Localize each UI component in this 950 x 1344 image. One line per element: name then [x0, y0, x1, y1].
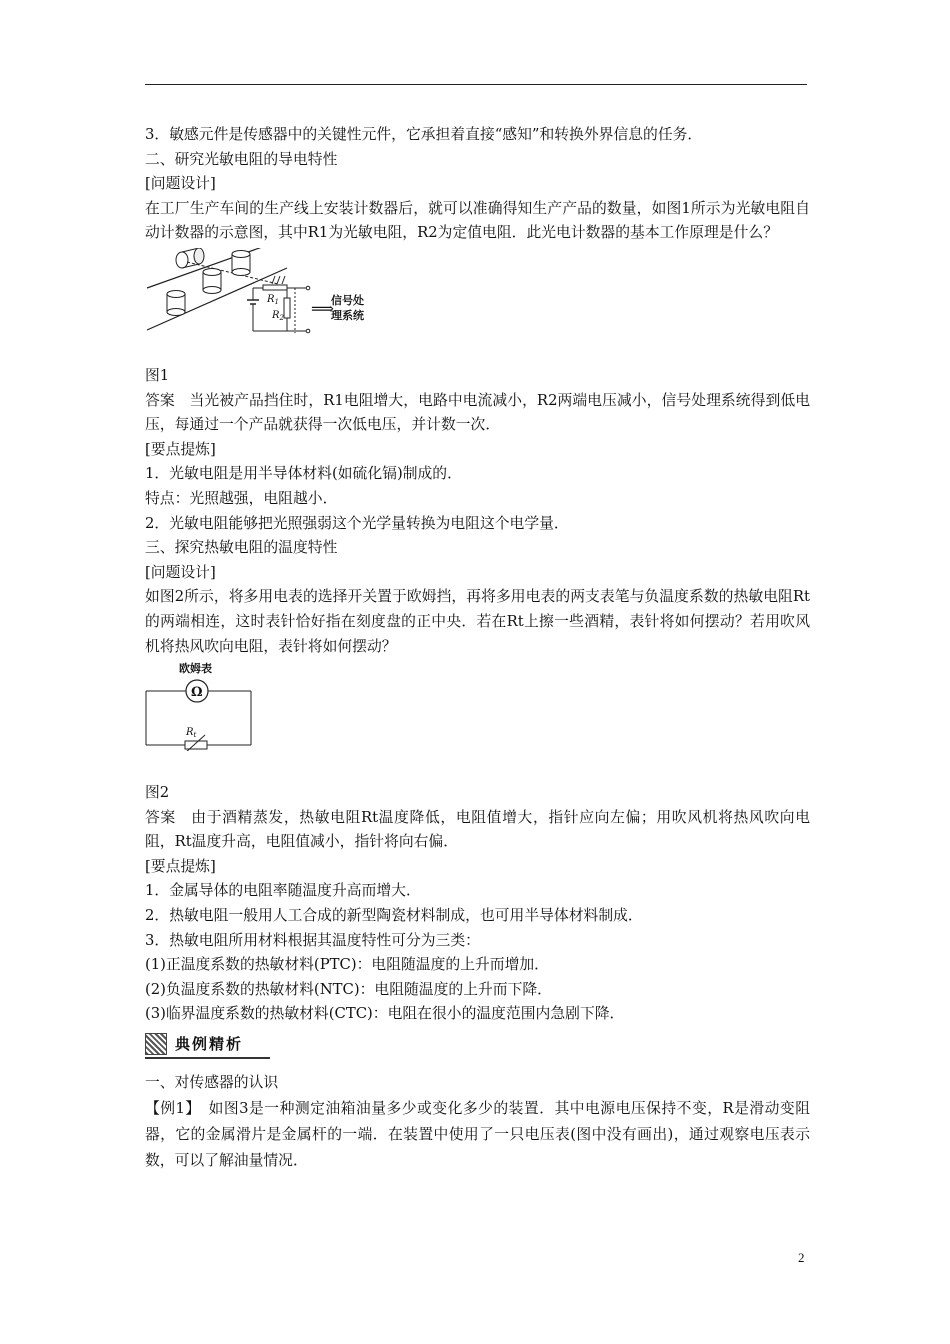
section-heading-sensor-recognition: 一、对传感器的认识	[145, 1074, 279, 1092]
r2-label: $R_2$	[272, 309, 284, 322]
key-point-three-types: 3．热敏电阻所用材料根据其温度特性可分为三类：	[145, 931, 480, 949]
point-3-sensitive-element: 3．敏感元件是传感器中的关键性元件，它承担着直接“感知”和转换外界信息的任务．	[145, 126, 703, 143]
example-1-paragraph: 【例1】 如图3是一种测定油箱油量多少或变化多少的装置．其中电源电压保持不变，R是滑动变阻器，它的金属滑片是金属杆的一端．在装置中使用了一只电压表(图中没有画出)，通过观察电压表示数，可以了解油量情况．	[145, 1099, 810, 1169]
question-paragraph-1: 在工厂生产车间的生产线上安装计数器后，就可以准确得知生产产品的数量，如图1所示为光敏电阻自动计数器的示意图，其中R1为光敏电阻，R2为定值电阻．此光电计数器的基本工作原理是什么？	[145, 199, 810, 242]
signal-arrow: ⟹	[311, 298, 334, 318]
page-body	[145, 123, 810, 1174]
hatched-square-icon	[145, 1033, 167, 1055]
problem-design-label: [问题设计]	[145, 175, 216, 193]
r1-label: $R_1$	[267, 293, 279, 306]
section-banner-examples	[145, 1029, 810, 1061]
omega-icon: Ω	[191, 685, 203, 701]
ohmmeter-circuit-illustration	[145, 661, 265, 751]
section-heading-photoresistor: 二、研究光敏电阻的导电特性	[145, 150, 338, 168]
answer-paragraph-2: 答案 由于酒精蒸发，热敏电阻Rt温度降低，电阻值增大，指针应向左偏；用吹风机将热风吹向电阻，Rt温度升高，电阻值减小，指针将向右偏．	[145, 808, 810, 851]
section-banner-underline	[145, 1057, 270, 1059]
question-paragraph-2: 如图2所示，将多用电表的选择开关置于欧姆挡，再将多用电表的两支表笔与负温度系数的热敏电阻Rt的两端相连，这时表针恰好指在刻度盘的正中央．若在Rt上擦一些酒精，表针将如何摆动？若用吹风机将热风吹向电阻，表针将如何摆动？	[145, 588, 810, 655]
key-points-label-2: [要点提炼]	[145, 857, 216, 875]
type-ptc: (1)正温度系数的热敏材料(PTC)：电阻随温度的上升而增加．	[145, 956, 549, 974]
ohmmeter-title: 欧姆表	[179, 662, 212, 676]
type-ntc: (2)负温度系数的热敏材料(NTC)：电阻随温度的上升而下降．	[145, 980, 552, 998]
page-number: 2	[798, 1250, 805, 1265]
header-rule	[145, 84, 807, 85]
answer-paragraph-1: 答案 当光被产品挡住时，R1电阻增大，电路中电流减小，R2两端电压减小，信号处理系统得到低电压，每通过一个产品就获得一次低电压，并计数一次．	[145, 391, 810, 434]
thermistor-symbol	[185, 741, 207, 749]
key-point-2: 2．光敏电阻能够把光照强弱这个光学量转换为电阻这个电学量．	[145, 514, 569, 532]
figure-1-counter-diagram	[145, 248, 810, 348]
section-heading-thermistor: 三、探究热敏电阻的温度特性	[145, 539, 338, 557]
rt-label: $R_t$	[186, 727, 197, 740]
section-banner-title: 典例精析	[175, 1035, 244, 1054]
key-point-feature: 特点：光照越强，电阻越小．	[145, 489, 338, 507]
key-points-label: [要点提炼]	[145, 440, 216, 458]
signal-system-label-line1: 信号处	[331, 293, 364, 307]
type-ctc: (3)临界温度系数的热敏材料(CTC)：电阻在很小的温度范围内急剧下降．	[145, 1005, 625, 1023]
key-point-ceramic: 2．热敏电阻一般用人工合成的新型陶瓷材料制成，也可用半导体材料制成．	[145, 907, 643, 925]
key-point-metal: 1．金属导体的电阻率随温度升高而增大．	[145, 882, 421, 900]
signal-system-label-line2: 理系统	[331, 308, 364, 322]
figure-1-caption: 图1	[145, 366, 170, 384]
figure-2-ohmmeter-diagram	[145, 661, 810, 751]
key-point-1: 1．光敏电阻是用半导体材料(如硫化镉)制成的．	[145, 465, 462, 483]
figure-2-caption: 图2	[145, 784, 170, 802]
problem-design-label-2: [问题设计]	[145, 563, 216, 581]
photoresistor-counter-illustration	[145, 248, 385, 348]
